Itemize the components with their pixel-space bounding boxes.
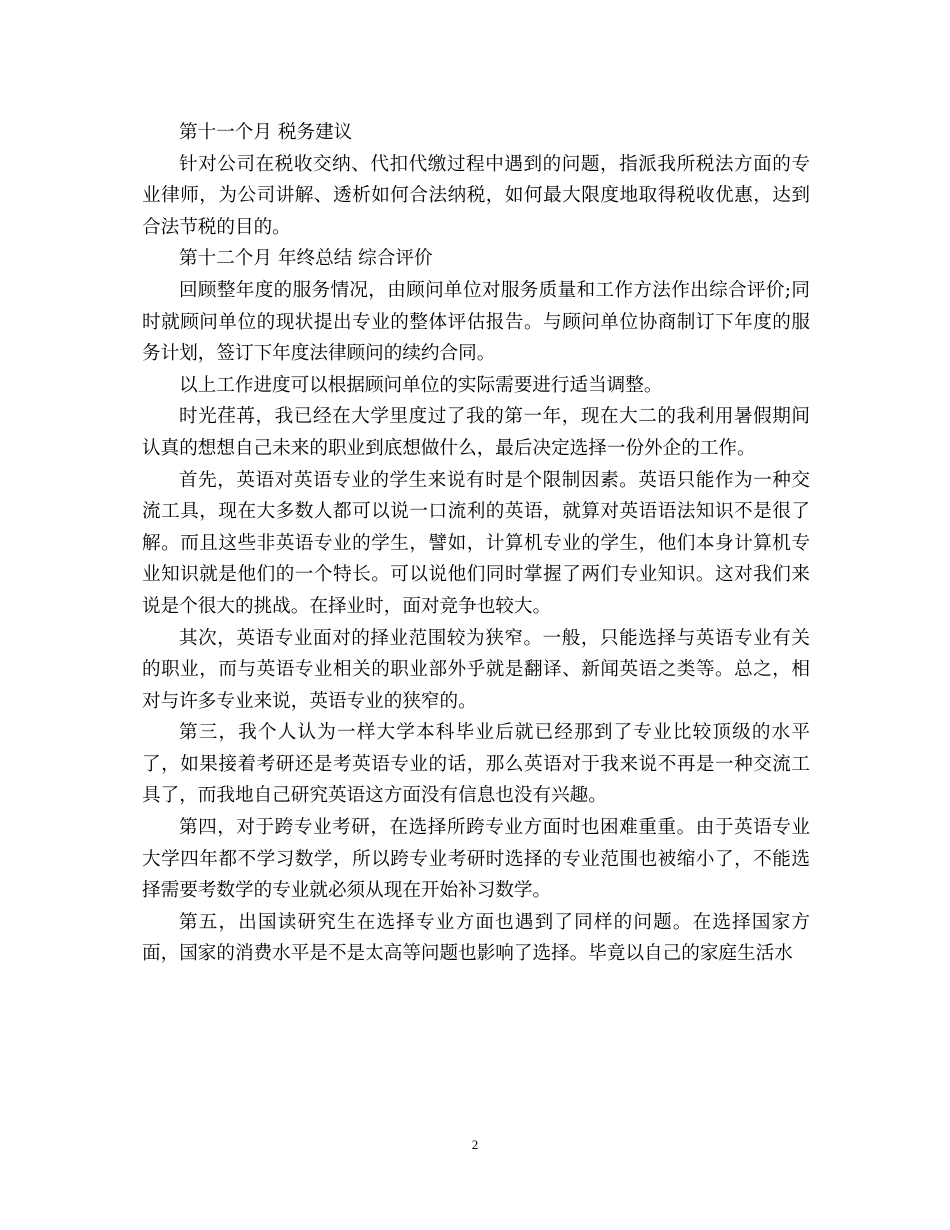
document-body <box>142 117 810 970</box>
paragraph-point-fifth: 第五，出国读研究生在选择专业方面也遇到了同样的问题。在选择国家方面，国家的消费水平是不是太高等问题也影响了选择。毕竟以自己的家庭生活水 <box>142 911 810 965</box>
paragraph-schedule-note: 以上工作进度可以根据顾问单位的实际需要进行适当调整。 <box>179 374 663 396</box>
section-heading-month-11: 第十一个月 税务建议 <box>179 122 353 143</box>
paragraph-annual-review: 回顾整年度的服务情况，由顾问单位对服务质量和工作方法作出综合评价;同时就顾问单位的现状提出专业的整体评估报告。与顾问单位协商制订下年度的服务计划，签订下年度法律顾问的续约合同。 <box>142 279 810 365</box>
paragraph-career-intro: 时光荏苒，我已经在大学里度过了我的第一年，现在大二的我利用暑假期间认真的想想自己未来的职业到底想做什么，最后决定选择一份外企的工作。 <box>142 406 810 459</box>
paragraph-point-fourth: 第四，对于跨专业考研，在选择所跨专业方面时也困难重重。由于英语专业大学四年都不学习数学，所以跨专业考研时选择的专业范围也被缩小了，不能选择需要考数学的专业就必须从现在开始补习数学。 <box>142 817 810 902</box>
paragraph-point-first: 首先，英语对英语专业的学生来说有时是个限制因素。英语只能作为一种交流工具，现在大多数人都可以说一口流利的英语，就算对英语语法知识不是很了解。而且这些非英语专业的学生，譬如，计算机专业的学生，他们本身计算机专业知识就是他们的一个特长。可以说他们同时掌握了两们专业知识。这对我们来说是个很大的挑战。在择业时，面对竞争也较大。 <box>142 469 810 617</box>
paragraph-point-second: 其次，英语专业面对的择业范围较为狭窄。一般，只能选择与英语专业有关的职业，而与英语专业相关的职业部外乎就是翻译、新闻英语之类等。总之，相对与许多专业来说，英语专业的狭窄的。 <box>142 627 810 712</box>
section-heading-month-12: 第十二个月 年终总结 综合评价 <box>179 248 433 270</box>
paragraph-tax-advice: 针对公司在税收交纳、代扣代缴过程中遇到的问题，指派我所税法方面的专业律师，为公司讲解、透析如何合法纳税，如何最大限度地取得税收优惠，达到合法节税的目的。 <box>142 153 810 238</box>
page-number: 2 <box>471 1137 479 1152</box>
paragraph-point-third: 第三，我个人认为一样大学本科毕业后就已经那到了专业比较顶级的水平了，如果接着考研还是考英语专业的话，那么英语对于我来说不再是一种交流工具了，而我地自己研究英语这方面没有信息也没有兴趣。 <box>142 722 810 807</box>
